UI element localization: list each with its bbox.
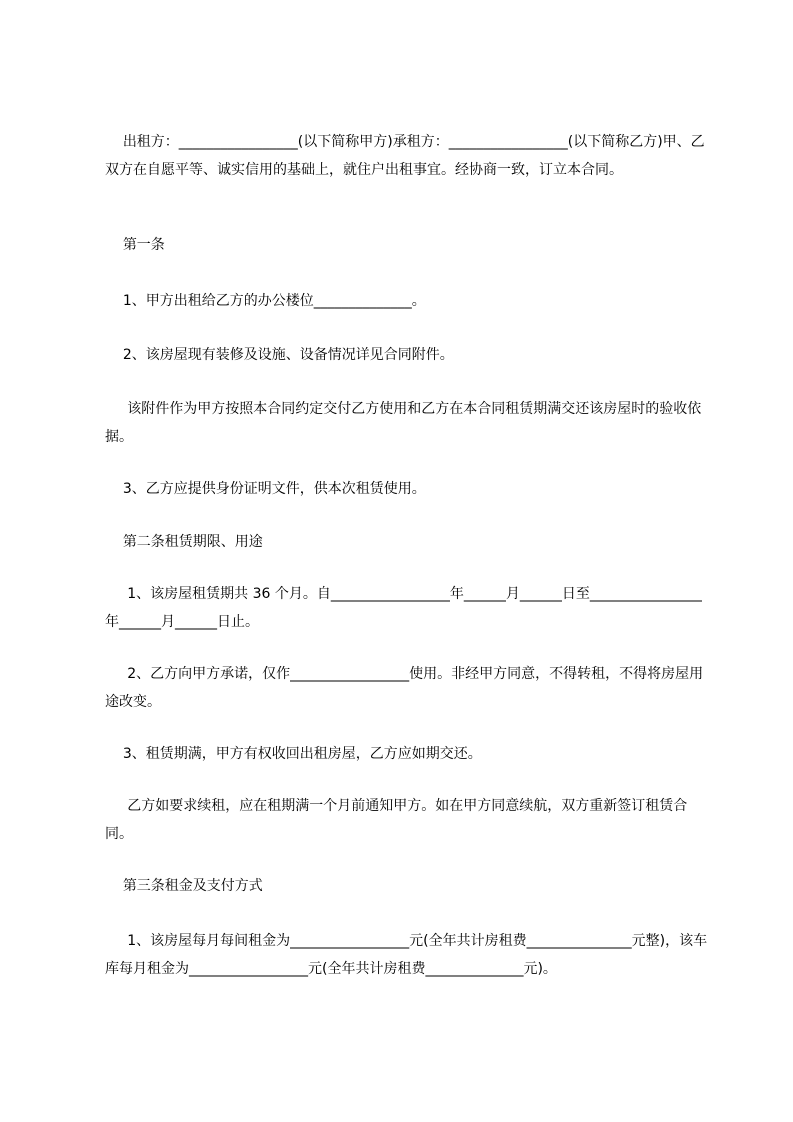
- heading-article-1: 第一条: [105, 237, 165, 253]
- clause-1-2-note: 该附件作为甲方按照本合同约定交付乙方使用和乙方在本合同租赁期满交还该房屋时的验收依据。: [105, 401, 702, 445]
- heading-article-2: 第二条租赁期限、用途: [105, 534, 263, 550]
- clause-1-2: 2、该房屋现有装修及设施、设备情况详见合同附件。: [105, 347, 454, 363]
- clause-2-3-note: 乙方如要求续租，应在租期满一个月前通知甲方。如在甲方同意续航，双方重新签订租赁合同。: [105, 798, 688, 842]
- clause-2-3: 3、租赁期满，甲方有权收回出租房屋，乙方应如期交还。: [105, 746, 482, 762]
- clause-3-1: 1、该房屋每月每间租金为_________________元(全年共计房租费_______________元整)，该车库每月租金为_________________元(全年共计房租费______________元)。: [105, 933, 708, 977]
- paragraph-parties: 出租方：_________________(以下简称甲方)承租方：_________________(以下简称乙方)甲、乙双方在自愿平等、诚实信用的基础上，就住户出租事宜。经协商一致，订立本合同。: [105, 134, 705, 178]
- clause-1-1: 1、甲方出租给乙方的办公楼位______________。: [105, 293, 426, 309]
- clause-2-1: 1、该房屋租赁期共 36 个月。自_________________年______月______日至________________年______月______日止。: [105, 586, 702, 630]
- clause-1-3: 3、乙方应提供身份证明文件，供本次租赁使用。: [105, 481, 426, 497]
- heading-article-3: 第三条租金及支付方式: [105, 878, 263, 894]
- clause-2-2: 2、乙方向甲方承诺，仅作_________________使用。非经甲方同意，不得转租，不得将房屋用途改变。: [105, 666, 704, 710]
